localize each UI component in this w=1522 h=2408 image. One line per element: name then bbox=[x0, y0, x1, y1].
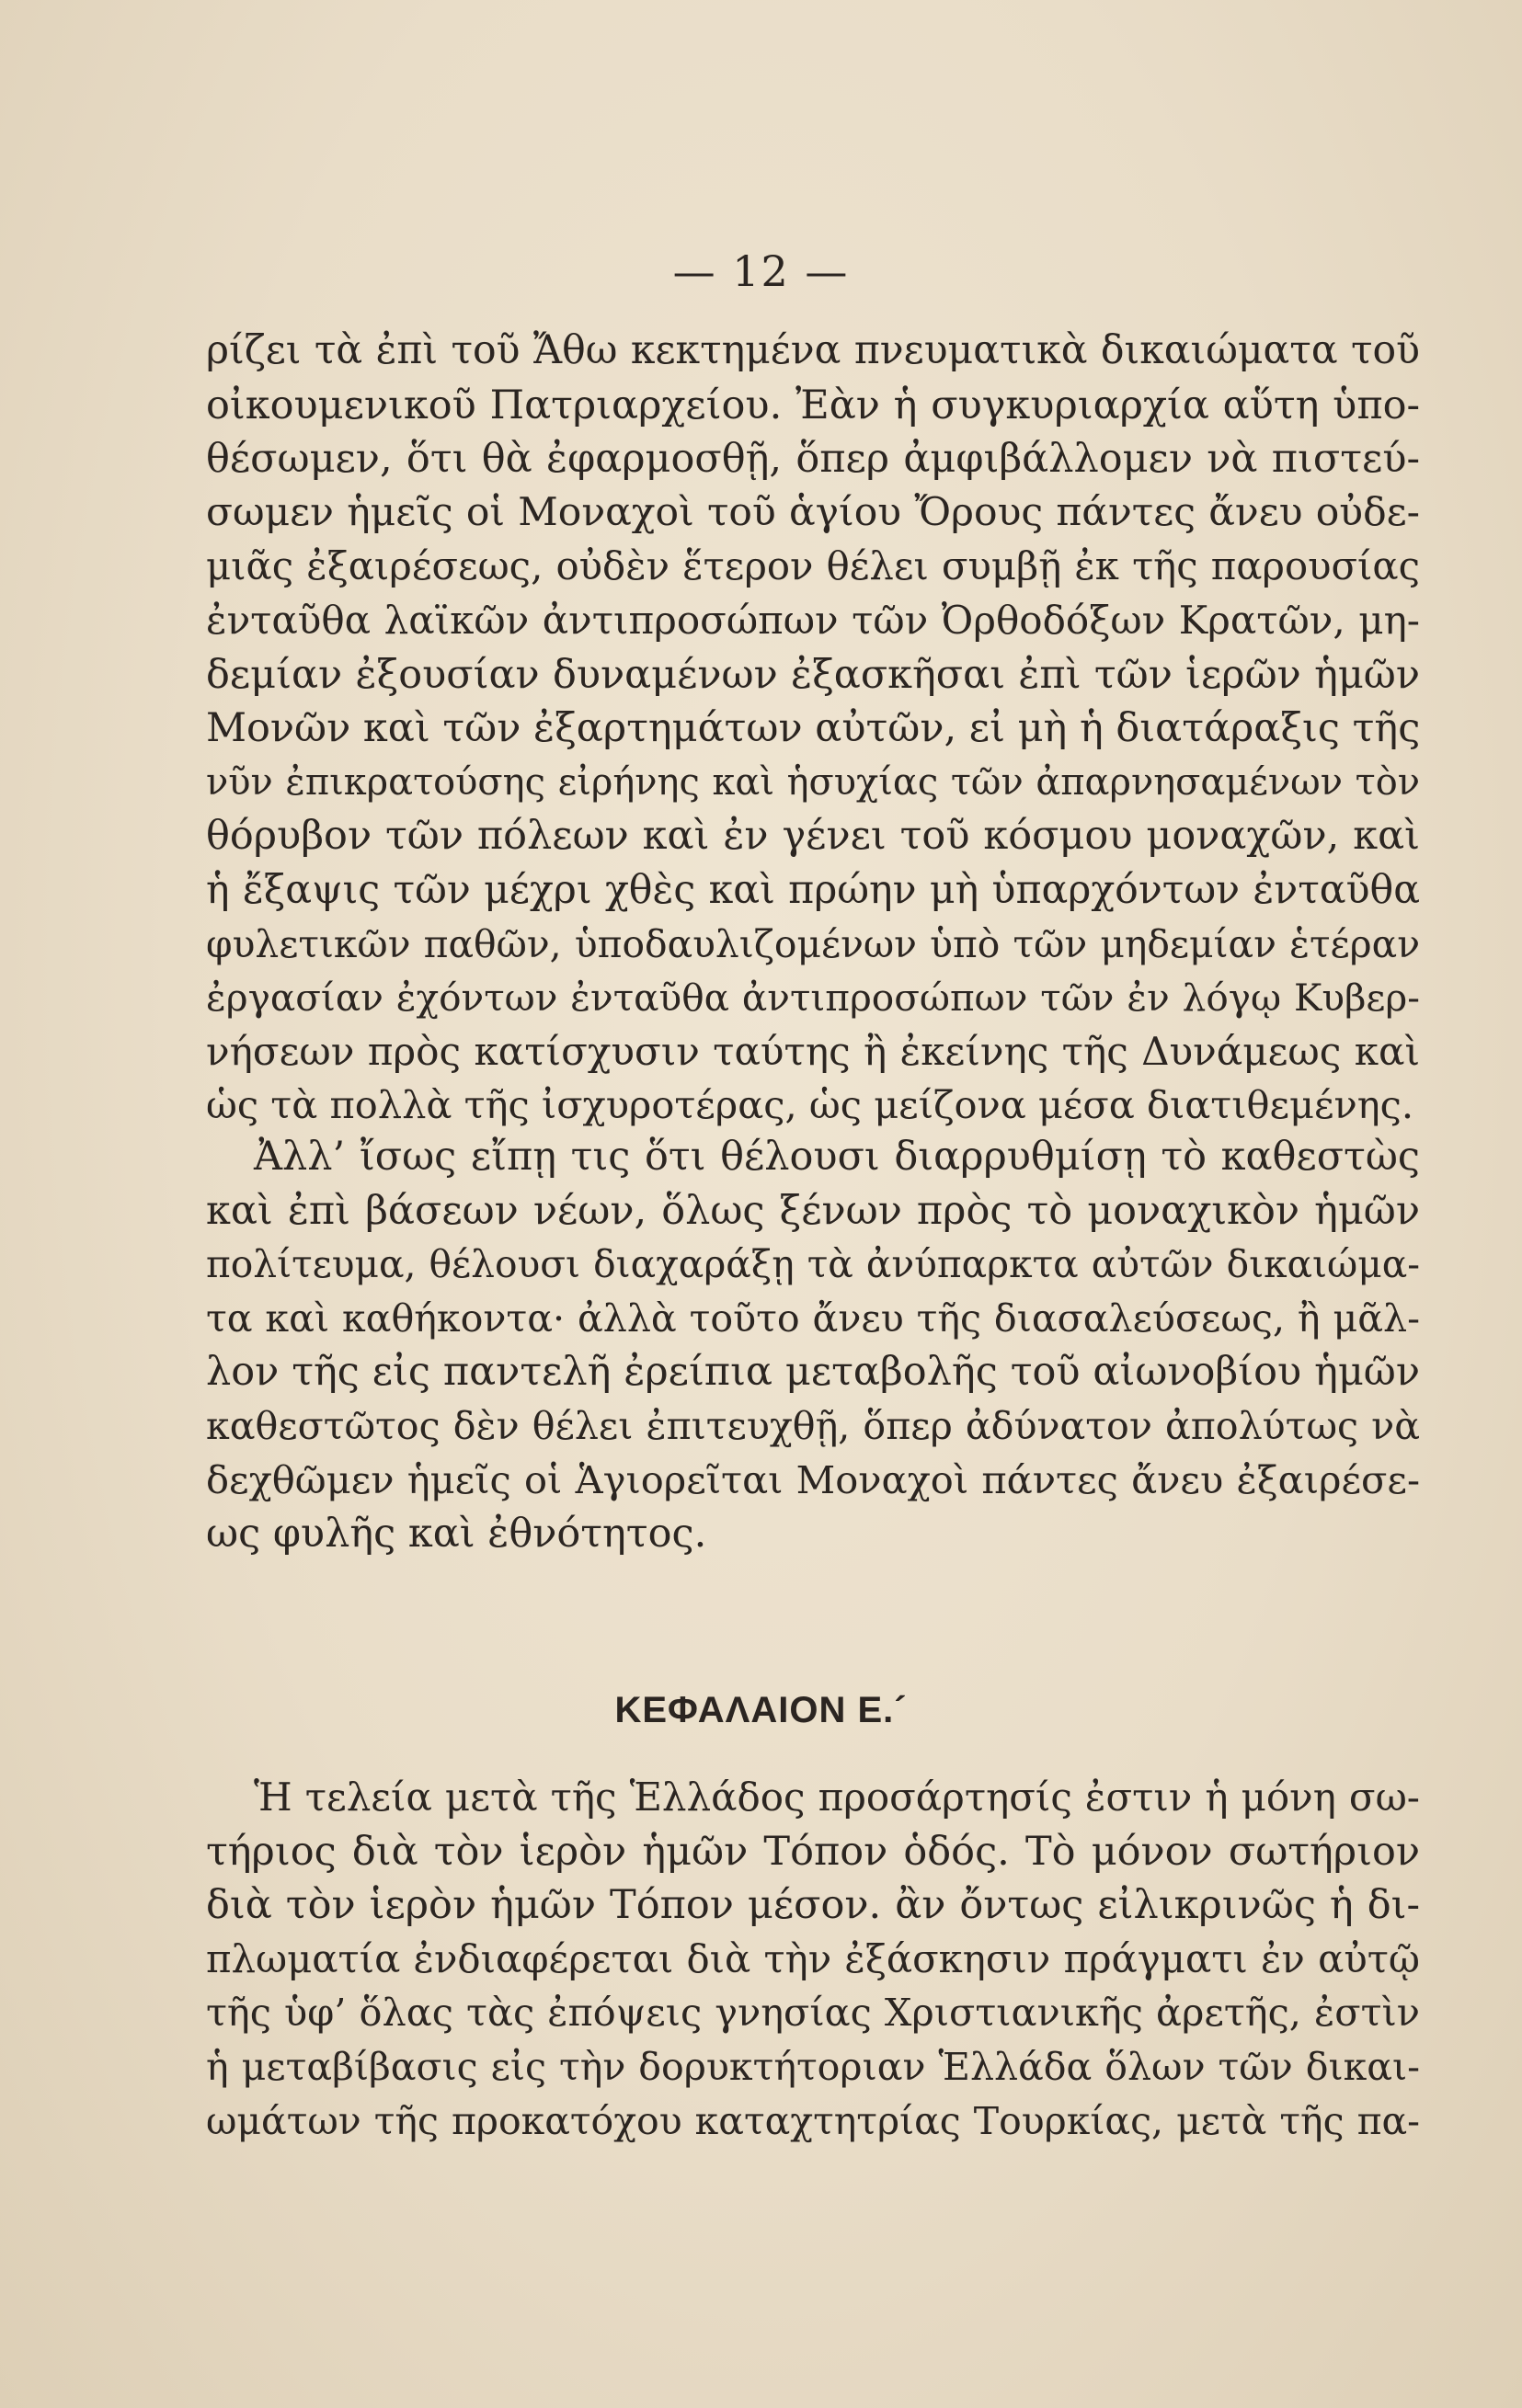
text-line: θόρυβον τῶν πόλεων καὶ ἐν γένει τοῦ κόσμου μοναχῶν, καὶ bbox=[206, 813, 1420, 860]
text-line: πολίτευμα, θέλουσι διαχαράξῃ τὰ ἀνύπαρκτα αὐτῶν δικαιώμα- bbox=[206, 1242, 1420, 1287]
paragraph-1 bbox=[206, 325, 1420, 1133]
text-line: ἡ μεταβίβασις εἰς τὴν δορυκτήτοριαν Ἑλλάδα ὅλων τῶν δικαι- bbox=[206, 2044, 1420, 2089]
text-line: τῆς ὑφ’ ὅλας τὰς ἐπόψεις γνησίας Χριστιανικῆς ἀρετῆς, ἐστὶν bbox=[206, 1991, 1420, 2036]
text-line: λον τῆς εἰς παντελῆ ἐρείπια μεταβολῆς τοῦ αἰωνοβίου ἡμῶν bbox=[206, 1349, 1420, 1396]
text-line: πλωματία ἐνδιαφέρεται διὰ τὴν ἐξάσκησιν πράγματι ἐν αὐτῷ bbox=[206, 1935, 1420, 1981]
text-line: ως φυλῆς καὶ ἐθνότητος. bbox=[206, 1511, 707, 1558]
text-line: νήσεων πρὸς κατίσχυσιν ταύτης ἢ ἐκείνης τῆς Δυνάμεως καὶ bbox=[206, 1028, 1420, 1074]
text-line: θέσωμεν, ὅτι θὰ ἐφαρμοσθῇ, ὅπερ ἀμφιβάλλομεν νὰ πιστεύ- bbox=[206, 436, 1420, 483]
chapter-heading: ΚΕΦΑΛΑΙΟΝ Ε.´ bbox=[614, 1690, 908, 1730]
text-line: οἰκουμενικοῦ Πατριαρχείου. Ἐὰν ἡ συγκυριαρχία αὕτη ὑπο- bbox=[206, 382, 1420, 428]
page-number: — 12 — bbox=[672, 246, 850, 296]
text-line: καθεστῶτος δὲν θέλει ἐπιτευχθῇ, ὅπερ ἀδύνατον ἀπολύτως νὰ bbox=[206, 1403, 1420, 1448]
text-line: μιᾶς ἐξαιρέσεως, οὐδὲν ἕτερον θέλει συμβῇ ἐκ τῆς παρουσίας bbox=[206, 543, 1420, 589]
text-line: διὰ τὸν ἱερὸν ἡμῶν Τόπον μέσον. ἂν ὄντως εἰλικρινῶς ἡ δι- bbox=[206, 1882, 1420, 1929]
text-line: νῦν ἐπικρατούσης εἰρήνης καὶ ἡσυχίας τῶν ἀπαρνησαμένων τὸν bbox=[206, 760, 1420, 804]
text-line: Ἡ τελεία μετὰ τῆς Ἑλλάδος προσάρτησίς ἐστιν ἡ μόνη σω- bbox=[254, 1775, 1420, 1820]
text-line: σωμεν ἡμεῖς οἱ Μοναχοὶ τοῦ ἁγίου Ὄρους πάντες ἄνευ οὐδε- bbox=[206, 489, 1420, 535]
text-line: δεχθῶμεν ἡμεῖς οἱ Ἁγιορεῖται Μοναχοὶ πάντες ἄνευ ἐξαιρέσε- bbox=[206, 1456, 1420, 1502]
text-line: ωμάτων τῆς προκατόχου καταχτητρίας Τουρκίας, μετὰ τῆς πα- bbox=[206, 2098, 1420, 2143]
paragraph-3 bbox=[206, 1771, 1420, 2148]
text-line: ρίζει τὰ ἐπὶ τοῦ Ἄθω κεκτημένα πνευματικὰ δικαιώματα τοῦ bbox=[206, 328, 1420, 373]
text-line: τα καὶ καθήκοντα· ἀλλὰ τοῦτο ἄνευ τῆς διασαλεύσεως, ἢ μᾶλ- bbox=[206, 1295, 1420, 1341]
text-line: ἐνταῦθα λαϊκῶν ἀντιπροσώπων τῶν Ὀρθοδόξων Κρατῶν, μη- bbox=[206, 597, 1420, 643]
text-line: ἡ ἔξαψις τῶν μέχρι χθὲς καὶ πρώην μὴ ὑπαρχόντων ἐνταῦθα bbox=[206, 866, 1420, 913]
text-line: ὡς τὰ πολλὰ τῆς ἰσχυροτέρας, ὡς μείζονα μέσα διατιθεμένης. bbox=[206, 1082, 1414, 1128]
text-line: δεμίαν ἐξουσίαν δυναμένων ἐξασκῆσαι ἐπὶ τῶν ἱερῶν ἡμῶν bbox=[206, 651, 1420, 698]
text-line: Ἀλλ’ ἴσως εἴπῃ τις ὅτι θέλουσι διαρρυθμίσῃ τὸ καθεστὼς bbox=[254, 1134, 1420, 1180]
text-line: τήριος διὰ τὸν ἱερὸν ἡμῶν Τόπον ὁδός. Τὸ μόνον σωτήριον bbox=[206, 1828, 1420, 1875]
text-line: Μονῶν καὶ τῶν ἐξαρτημάτων αὐτῶν, εἰ μὴ ἡ διατάραξις τῆς bbox=[206, 705, 1421, 752]
paragraph-2 bbox=[206, 1130, 1420, 1561]
text-line: ἐργασίαν ἐχόντων ἐνταῦθα ἀντιπροσώπων τῶν ἐν λόγῳ Κυβερ- bbox=[206, 976, 1420, 1021]
text-line: φυλετικῶν παθῶν, ὑποδαυλιζομένων ὑπὸ τῶν μηδεμίαν ἑτέραν bbox=[206, 921, 1420, 966]
text-line: καὶ ἐπὶ βάσεων νέων, ὅλως ξένων πρὸς τὸ μοναχικὸν ἡμῶν bbox=[206, 1187, 1420, 1234]
